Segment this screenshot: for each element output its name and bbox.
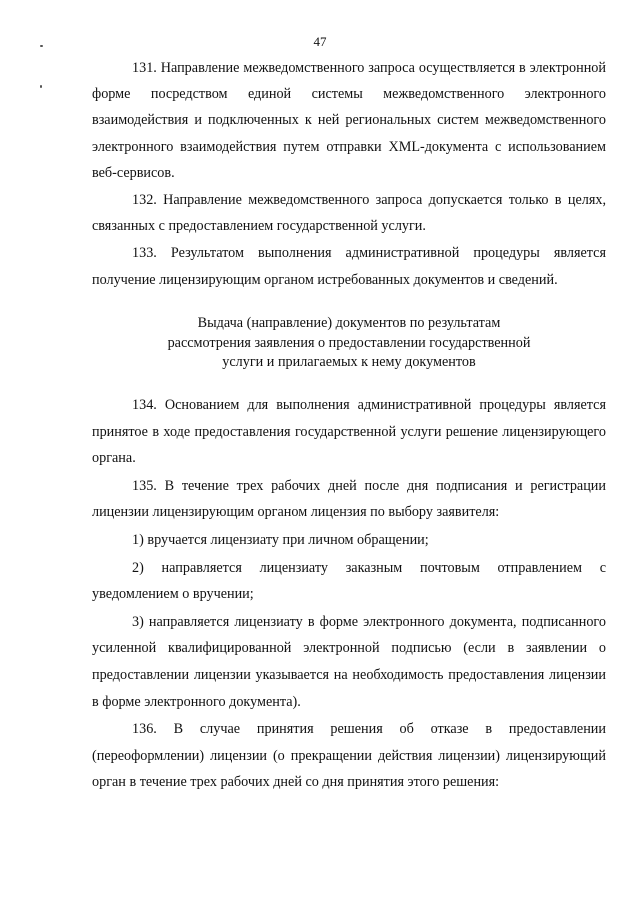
section-heading: [92, 314, 606, 373]
scan-speck: [40, 85, 42, 88]
section-heading-line-3: услуги и прилагаемых к нему документов: [222, 354, 476, 370]
paragraph-131: 131. Направление межведомственного запроса осуществляется в электронной форме посредством единой системы межведомственного электронного взаимодействия и подключенных к ней региональных систем межведомственного электронного взаимодействия путем отправки XML-документа с использованием веб-сервисов.: [92, 60, 606, 181]
body-text-top: [92, 55, 606, 294]
page-number: 47: [313, 34, 327, 49]
paragraph-132: 132. Направление межведомственного запроса допускается только в целях, связанных с предоставлением государственной услуги.: [92, 192, 606, 235]
list-item-2: 2) направляется лицензиату заказным почтовым отправлением с уведомлением о вручении;: [92, 559, 606, 603]
section-heading-line-1: Выдача (направление) документов по результатам: [197, 315, 501, 331]
section-heading-line-2: рассмотрения заявления о предоставлении государственной: [167, 334, 531, 351]
list-item-1: 1) вручается лицензиату при личном обращении;: [132, 531, 429, 548]
paragraph-133: 133. Результатом выполнения административной процедуры является получение лицензирующим органом истребованных документов и сведений.: [92, 245, 606, 288]
list-item-3: 3) направляется лицензиату в форме электронного документа, подписанного усиленной квалифицированной электронной подписью (если в заявлении о предоставлении лицензии указывается на необходимость предоставления лицензии в форме электронного документа).: [92, 613, 606, 710]
paragraph-134: 134. Основанием для выполнения административной процедуры является принятое в ходе предоставления государственной услуги решение лицензирующего органа.: [92, 397, 606, 467]
paragraph-136: 136. В случае принятия решения об отказе в предоставлении (переоформлении) лицензии (о прекращении действия лицензии) лицензирующий орган в течение трех рабочих дней со дня принятия этого решения:: [92, 721, 606, 791]
body-text-bottom: [92, 392, 606, 797]
paragraph-135: 135. В течение трех рабочих дней после дня подписания и регистрации лицензии лицензирующим органом лицензия по выбору заявителя:: [92, 477, 606, 521]
